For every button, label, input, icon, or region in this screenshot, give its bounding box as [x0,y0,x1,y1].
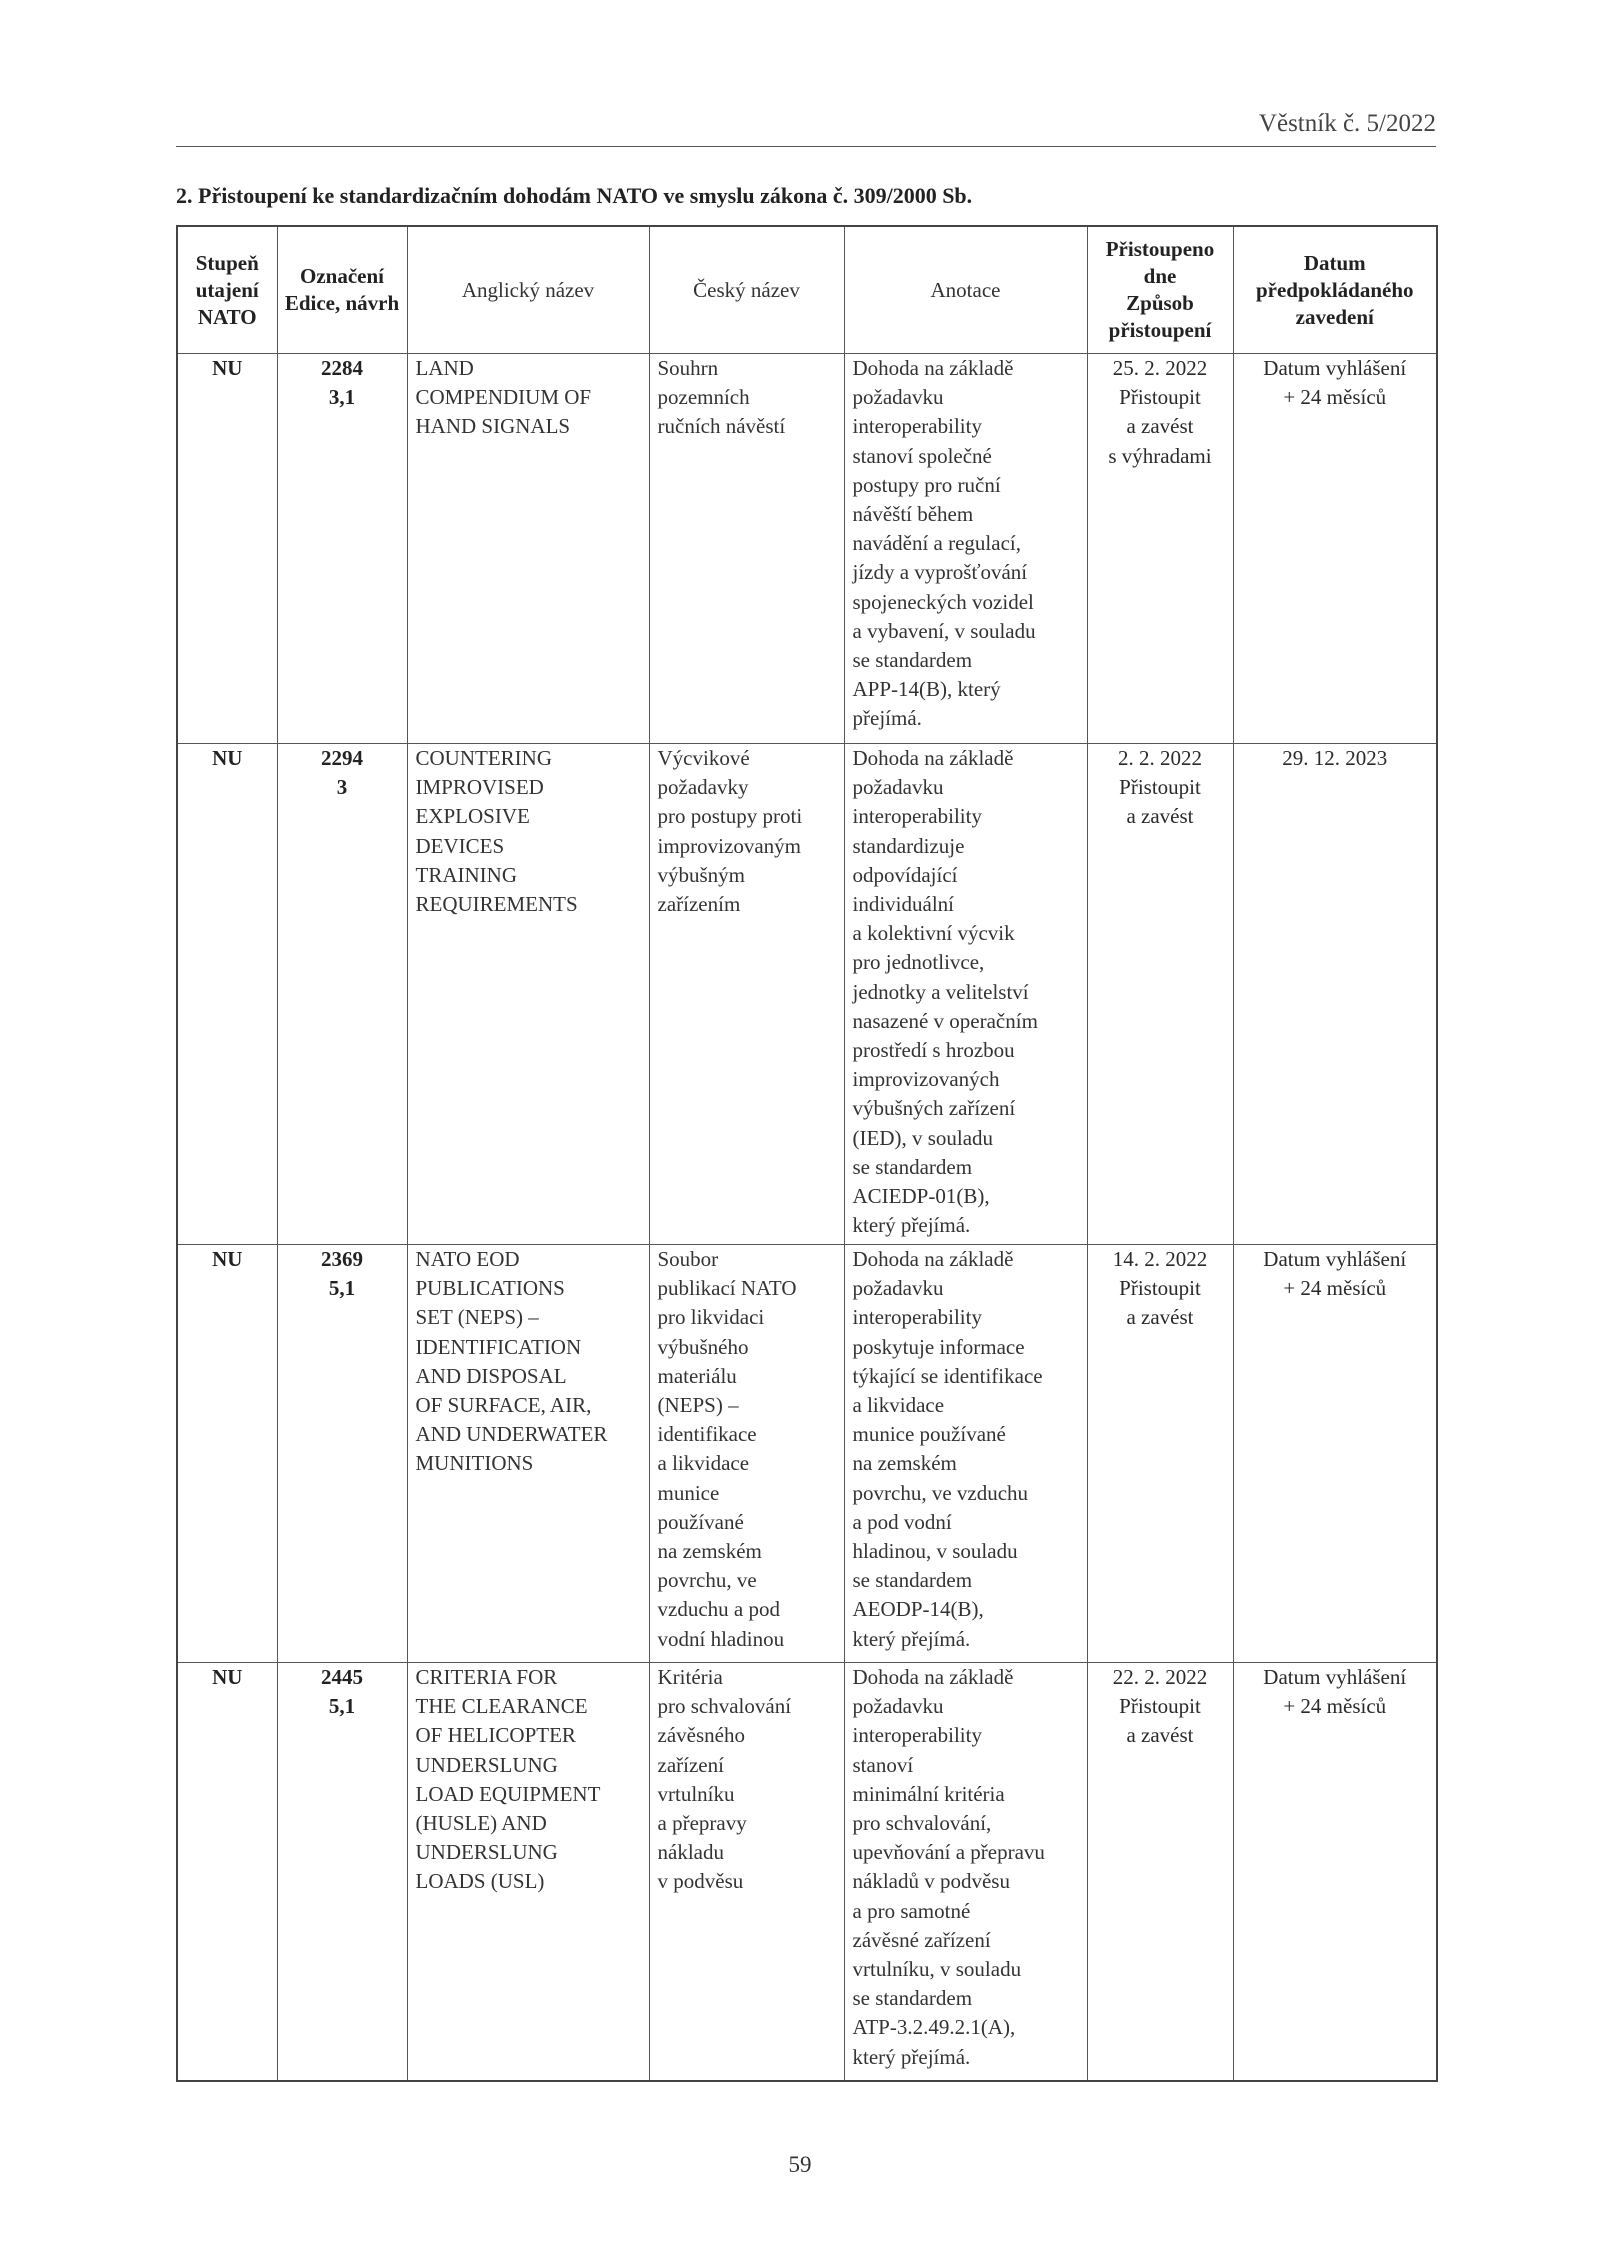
stanag-table [176,225,1438,2082]
table-row [177,1663,1437,2082]
cell-annotation: Dohoda na základě požadavku interoperability stanoví minimální kritéria pro schvalování, upevňování a přepravu nákladů v podvěsu a pro samotné závěsné zařízení vrtulníku, v souladu se standardem ATP-3.2.49.2.1(A), který přejímá. [844,1663,1087,2082]
section-title: 2. Přistoupení ke standardizačním dohodám NATO ve smyslu zákona č. 309/2000 Sb. [176,183,973,208]
cell-designation: 2294 3 [277,744,407,1245]
cell-classification: NU [177,354,277,744]
col-header-english-name: Anglický název [407,226,649,354]
cell-english-name: COUNTERING IMPROVISED EXPLOSIVE DEVICES TRAINING REQUIREMENTS [407,744,649,1245]
cell-expected-date: 29. 12. 2023 [1233,744,1437,1245]
cell-english-name: LAND COMPENDIUM OF HAND SIGNALS [407,354,649,744]
cell-classification: NU [177,744,277,1245]
cell-expected-date: Datum vyhlášení + 24 měsíců [1233,354,1437,744]
cell-czech-name: Souhrn pozemních ručních návěstí [649,354,844,744]
col-header-classification: Stupeň utajení NATO [177,226,277,354]
table-header [177,226,1437,354]
cell-accession: 2. 2. 2022 Přistoupit a zavést [1087,744,1233,1245]
cell-accession: 14. 2. 2022 Přistoupit a zavést [1087,1245,1233,1663]
col-header-accession: Přistoupeno dne Způsob přistoupení [1087,226,1233,354]
cell-designation: 2369 5,1 [277,1245,407,1663]
cell-classification: NU [177,1663,277,2082]
cell-expected-date: Datum vyhlášení + 24 měsíců [1233,1245,1437,1663]
cell-accession: 22. 2. 2022 Přistoupit a zavést [1087,1663,1233,2082]
col-header-annotation: Anotace [844,226,1087,354]
col-header-czech-name: Český název [649,226,844,354]
cell-czech-name: Soubor publikací NATO pro likvidaci výbušného materiálu (NEPS) – identifikace a likvidace munice používané na zemském povrchu, ve vzduchu a pod vodní hladinou [649,1245,844,1663]
table-row [177,1245,1437,1663]
cell-designation: 2284 3,1 [277,354,407,744]
journal-title: Věstník č. 5/2022 [1258,110,1436,137]
cell-classification: NU [177,1245,277,1663]
cell-annotation: Dohoda na základě požadavku interoperability poskytuje informace týkající se identifikace a likvidace munice používané na zemském povrchu, ve vzduchu a pod vodní hladinou, v souladu se standardem AEODP-14(B), který přejímá. [844,1245,1087,1663]
cell-designation: 2445 5,1 [277,1663,407,2082]
cell-czech-name: Výcvikové požadavky pro postupy proti improvizovaným výbušným zařízením [649,744,844,1245]
page-number: 59 [788,2152,812,2177]
cell-expected-date: Datum vyhlášení + 24 měsíců [1233,1663,1437,2082]
cell-annotation: Dohoda na základě požadavku interoperability stanoví společné postupy pro ruční návěští během navádění a regulací, jízdy a vyprošťování spojeneckých vozidel a vybavení, v souladu se standardem APP-14(B), který přejímá. [844,354,1087,744]
cell-english-name: NATO EOD PUBLICATIONS SET (NEPS) – IDENTIFICATION AND DISPOSAL OF SURFACE, AIR, AND UNDERWATER MUNITIONS [407,1245,649,1663]
col-header-designation: Označení Edice, návrh [277,226,407,354]
table-row [177,354,1437,744]
cell-accession: 25. 2. 2022 Přistoupit a zavést s výhradami [1087,354,1233,744]
page-header [176,110,1436,147]
col-header-expected-date: Datum předpokládaného zavedení [1233,226,1437,354]
cell-annotation: Dohoda na základě požadavku interoperability standardizuje odpovídající individuální a kolektivní výcvik pro jednotlivce, jednotky a velitelství nasazené v operačním prostředí s hrozbou improvizovaných výbušných zařízení (IED), v souladu se standardem ACIEDP-01(B), který přejímá. [844,744,1087,1245]
cell-english-name: CRITERIA FOR THE CLEARANCE OF HELICOPTER UNDERSLUNG LOAD EQUIPMENT (HUSLE) AND UNDERSLUNG LOADS (USL) [407,1663,649,2082]
table-row [177,744,1437,1245]
cell-czech-name: Kritéria pro schvalování závěsného zařízení vrtulníku a přepravy nákladu v podvěsu [649,1663,844,2082]
